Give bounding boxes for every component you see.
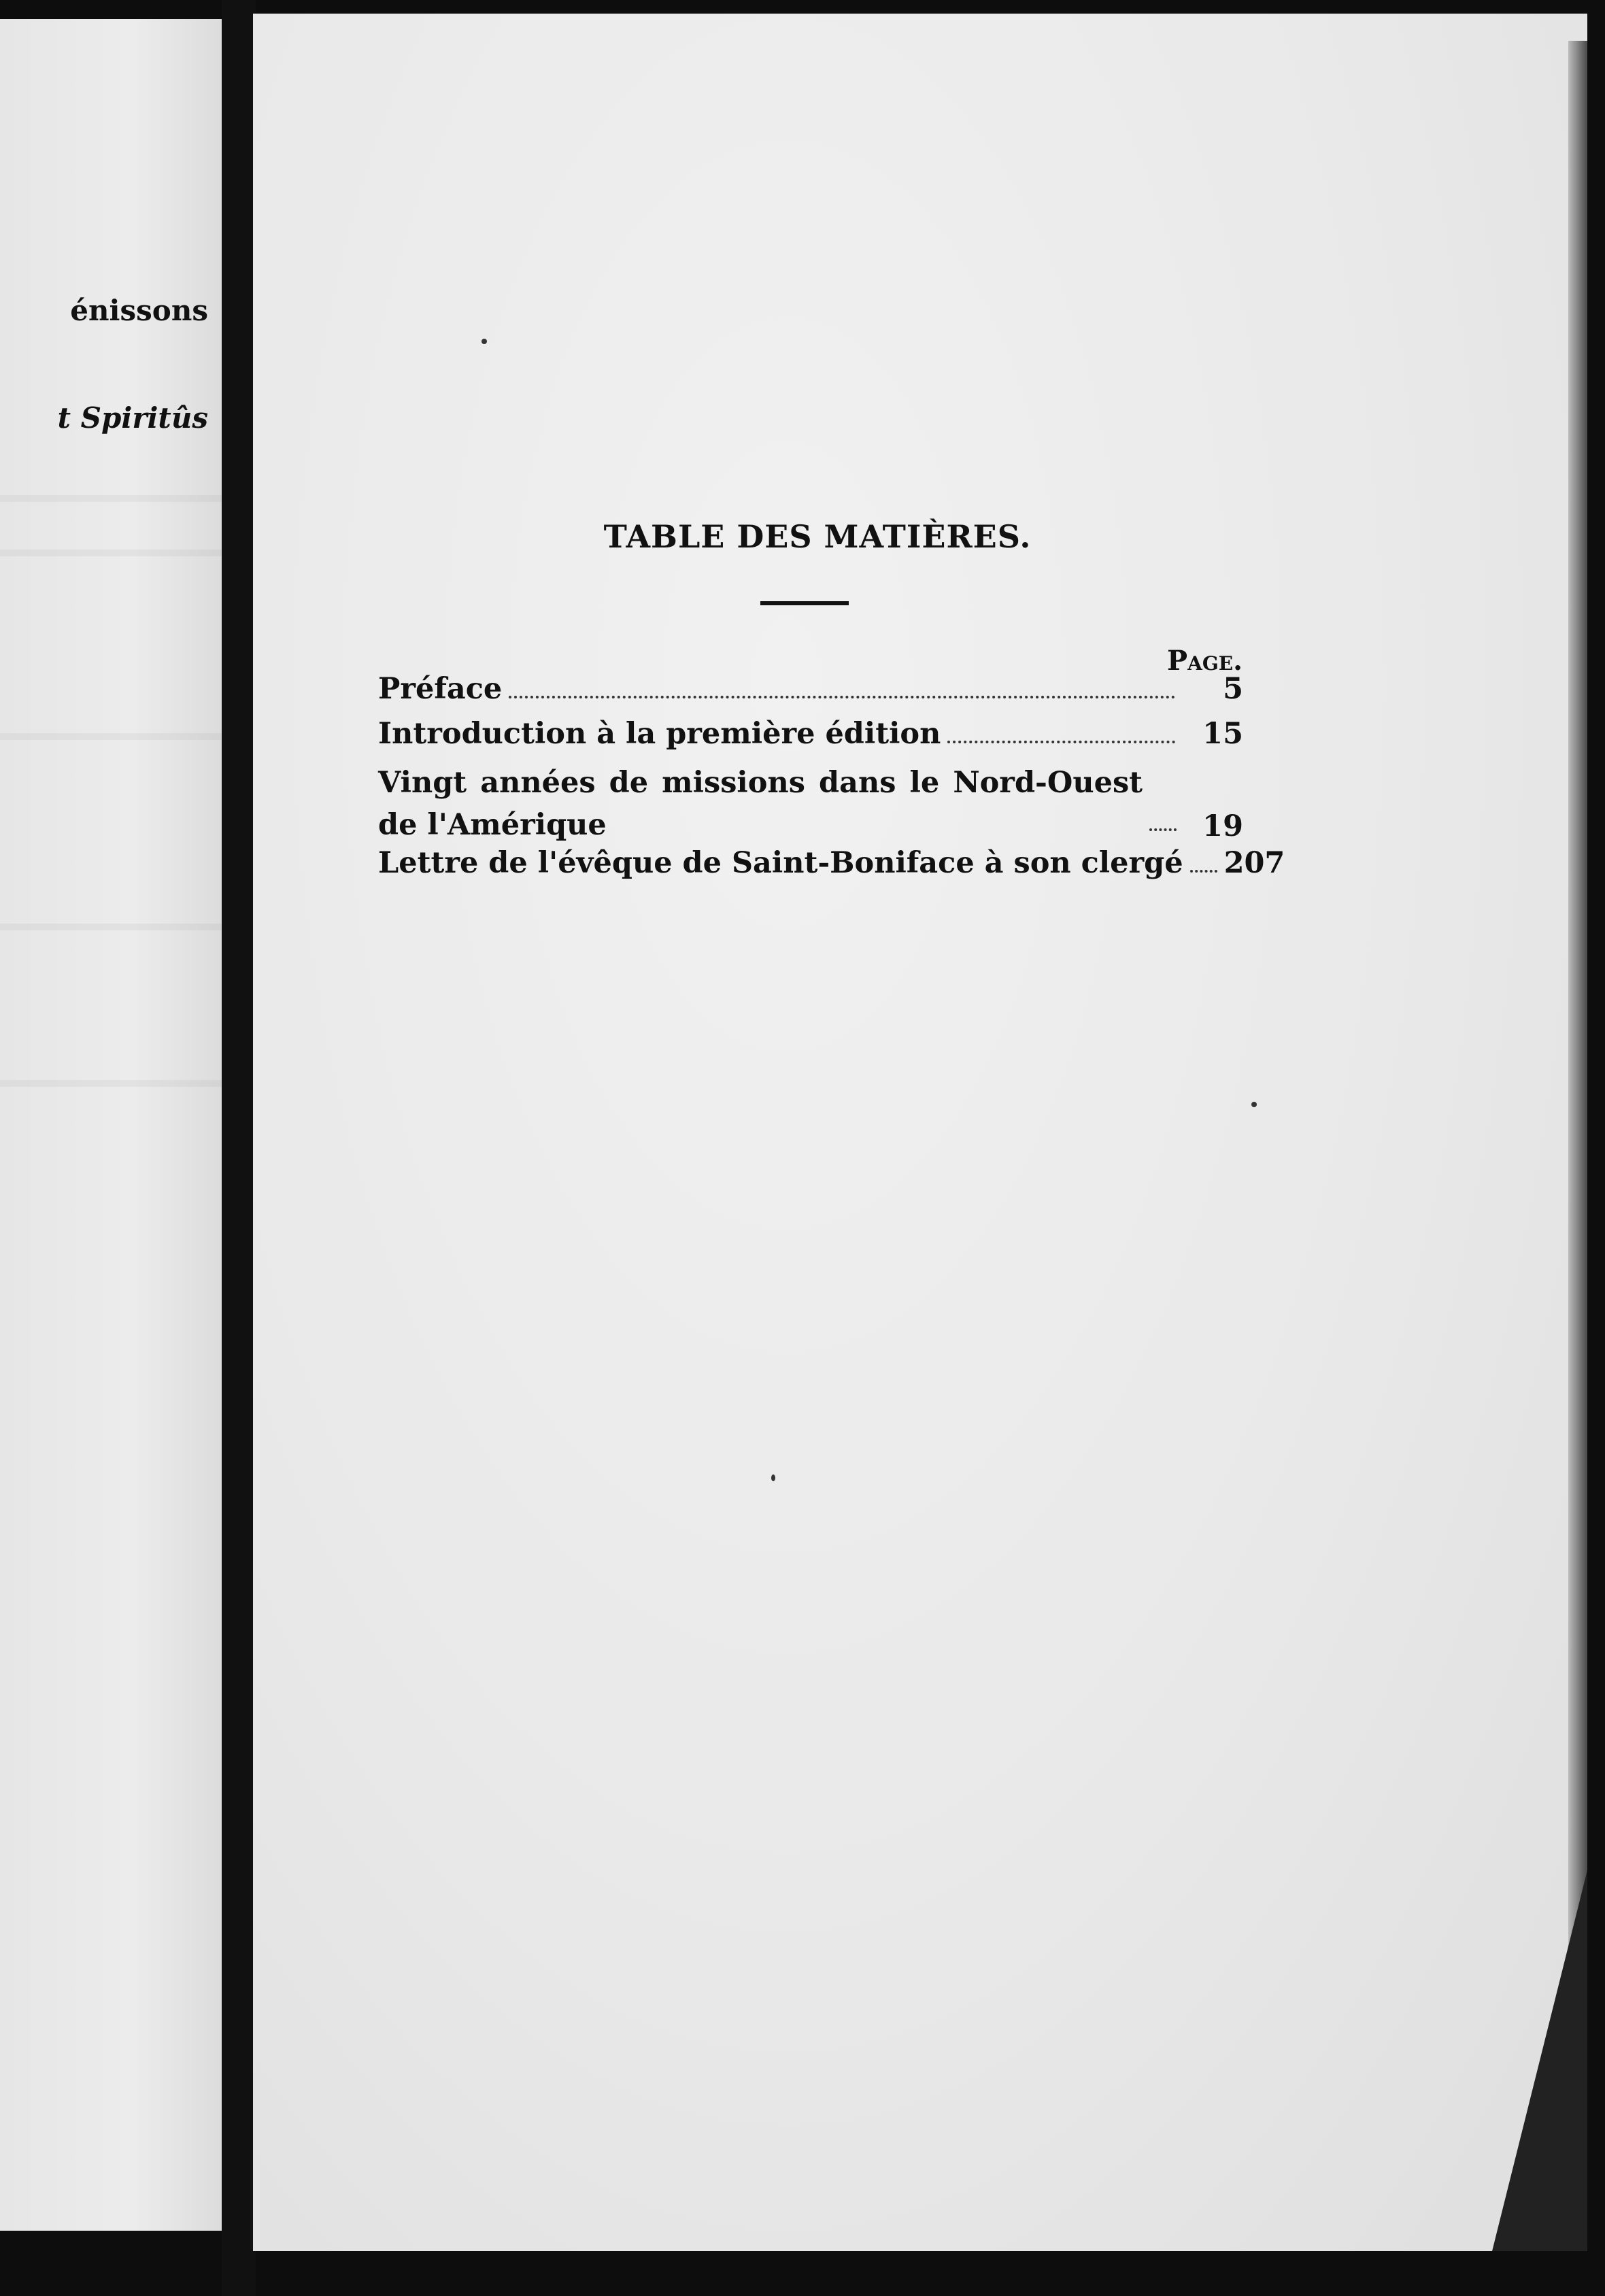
previous-page-text-line: énissons <box>70 294 208 327</box>
paper-speck <box>482 339 487 344</box>
toc-entry-page: 19 <box>1202 809 1243 843</box>
table-of-contents-page <box>253 14 1587 2251</box>
toc-entry <box>378 762 1243 846</box>
page-gutter <box>222 0 256 2296</box>
toc-entry <box>378 672 1243 717</box>
bleed-through-line <box>0 550 222 556</box>
toc-entry-title: Préface <box>378 672 503 706</box>
bleed-through-line <box>0 495 222 502</box>
previous-page-text-line: t Spiritûs <box>57 401 208 435</box>
bleed-through-line <box>0 733 222 740</box>
toc-entry-title: Introduction à la première édition <box>378 717 941 751</box>
toc-entry-title: Lettre de l'évêque de Saint-Boniface à son clergé <box>378 846 1183 880</box>
paper-speck <box>771 1474 775 1481</box>
toc-entry <box>378 717 1243 762</box>
page-corner-shadow <box>1492 1870 1587 2251</box>
toc-entry-page: 15 <box>1202 717 1243 751</box>
dot-leader <box>947 741 1175 743</box>
toc-list <box>378 672 1285 891</box>
paper-speck <box>1251 1102 1257 1107</box>
bleed-through-line <box>0 924 222 930</box>
dot-leader <box>1190 870 1217 873</box>
title-rule <box>760 601 849 605</box>
toc-entry-page: 5 <box>1223 672 1243 706</box>
dot-leader <box>509 696 1175 698</box>
toc-entry-page: 207 <box>1223 846 1285 880</box>
toc-entry-title: Vingt années de missions dans le Nord-Ouest de l'Amérique <box>378 766 1143 842</box>
page-column-header: Page. <box>1167 645 1243 677</box>
previous-page-fragment <box>0 19 222 2231</box>
toc-entry <box>378 846 1285 891</box>
dot-leader <box>1149 828 1177 831</box>
bleed-through-line <box>0 1080 222 1087</box>
toc-title: TABLE DES MATIÈRES. <box>603 518 1032 555</box>
